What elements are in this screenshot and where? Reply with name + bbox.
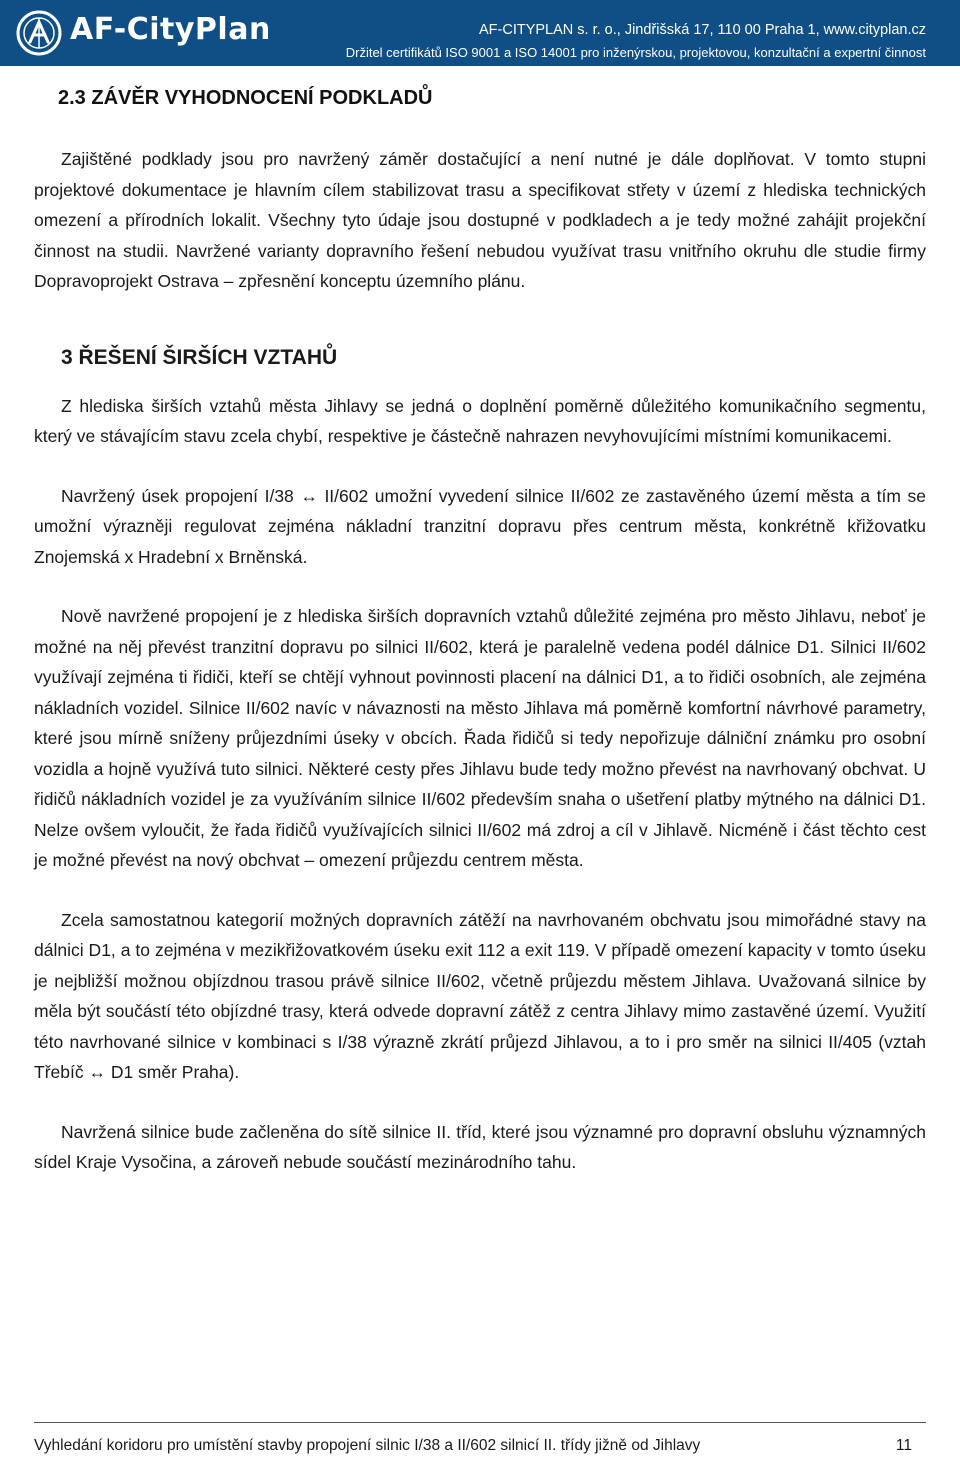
company-address: AF-CITYPLAN s. r. o., Jindřišská 17, 110 00 Praha 1, www.cityplan.cz — [479, 22, 926, 38]
chapter-3-paragraph-1: Z hlediska širších vztahů města Jihlavy se jedná o doplnění poměrně důležitého komunikačního segmentu, který ve stávajícím stavu zcela chybí, respektive je částečně nahrazen nevyhovujícími místními komunikacemi. — [34, 395, 926, 446]
af-logo-icon — [16, 10, 62, 56]
document-body — [34, 86, 926, 1178]
page-footer — [34, 1422, 926, 1454]
section-2-3-paragraph: Zajištěné podklady jsou pro navržený záměr dostačující a není nutné je dále doplňovat. V tomto stupni projektové dokumentace je hlavním cílem stabilizovat trasu a specifikovat střety v území z hlediska technických omezení a přírodních lokalit. Všechny tyto údaje jsou dostupné v podkladech a je tedy možné zahájit projekční činnost na studii. Navržené varianty dopravního řešení nebudou využívat trasu vnitřního okruhu dle studie firmy Dopravoprojekt Ostrava – zpřesnění konceptu územního plánu. — [34, 149, 926, 291]
chapter-3-paragraph-3: Nově navržené propojení je z hlediska širších dopravních vztahů důležité zejména pro město Jihlavu, neboť je možné na něj převést tranzitní dopravu po silnici II/602, která je paralelně vedena podél dálnice D1. Silnici II/602 využívají zejména ti řidiči, kteří se chtějí vyhnout povinnosti placení na dálnici D1, a to řidiči osobních, ale zejména nákladních vozidel. Silnice II/602 navíc v návaznosti na město Jihlava má poměrně komfortní návrhové parametry, které jsou mírně sníženy průjezdními úseky v obcích. Řada řidičů si tedy nepořizuje dálniční známku pro osobní vozidla a hojně využívá tuto silnici. Některé cesty přes Jihlavu bude tedy možno převést na navrhovaný obchvat. U řidičů nákladních vozidel je za využíváním silnice II/602 především snaha o ušetření platby mýtného na dálnici D1. Nelze ovšem vyloučit, že řada řidičů využívajících silnici II/602 má zdroj a cíl v Jihlavě. Nicméně i část těchto cest je možné převést na nový obchvat – omezení průjezdu centrem města. — [34, 606, 926, 870]
page-header — [0, 0, 960, 66]
page-number: 11 — [895, 1437, 912, 1454]
brand-name: AF-CityPlan — [70, 12, 271, 47]
chapter-3-paragraph-4: Zcela samostatnou kategorií možných dopravních zátěží na navrhovaném obchvatu jsou mimořádné stavy na dálnici D1, a to zejména v mezikřižovatkovém úseku exit 112 a exit 119. V případě omezení kapacity v tomto úseku je nejbližší možnou objízdnou trasou právě silnice II/602, včetně průjezdu městem Jihlava. Uvažovaná silnice by měla být součástí této objízdné trasy, která odvede dopravní zátěž z centra Jihlavy mimo zastavěné území. Využití této navrhované silnice v kombinaci s I/38 výrazně zkrátí průjezd Jihlavou, a to i pro směr na silnici II/405 (vztah Třebíč ↔ D1 směr Praha). — [34, 909, 926, 1082]
section-2-3-heading: 2.3 ZÁVĚR VYHODNOCENÍ PODKLADŮ — [58, 87, 433, 109]
footer-document-title: Vyhledání koridoru pro umístění stavby propojení silnic I/38 a II/602 silnicí II. třídy jižně od Jihlavy — [34, 1437, 701, 1454]
chapter-3-paragraph-2: Navržený úsek propojení I/38 ↔ II/602 umožní vyvedení silnice II/602 ze zastavěného území města a tím se umožní výrazněji regulovat zejména nákladní tranzitní dopravu přes centrum města, konkrétně křižovatku Znojemská x Hradební x Brněnská. — [34, 485, 926, 567]
chapter-3-paragraph-5: Navržená silnice bude začleněna do sítě silnice II. tříd, které jsou významné pro dopravní obsluhu významných sídel Kraje Vysočina, a zároveň nebude součástí mezinárodního tahu. — [34, 1121, 926, 1172]
chapter-3-heading: 3 ŘEŠENÍ ŠIRŠÍCH VZTAHŮ — [61, 345, 338, 369]
certification-line: Držitel certifikátů ISO 9001 a ISO 14001 pro inženýrskou, projektovou, konzultační a expertní činnost — [345, 45, 926, 60]
